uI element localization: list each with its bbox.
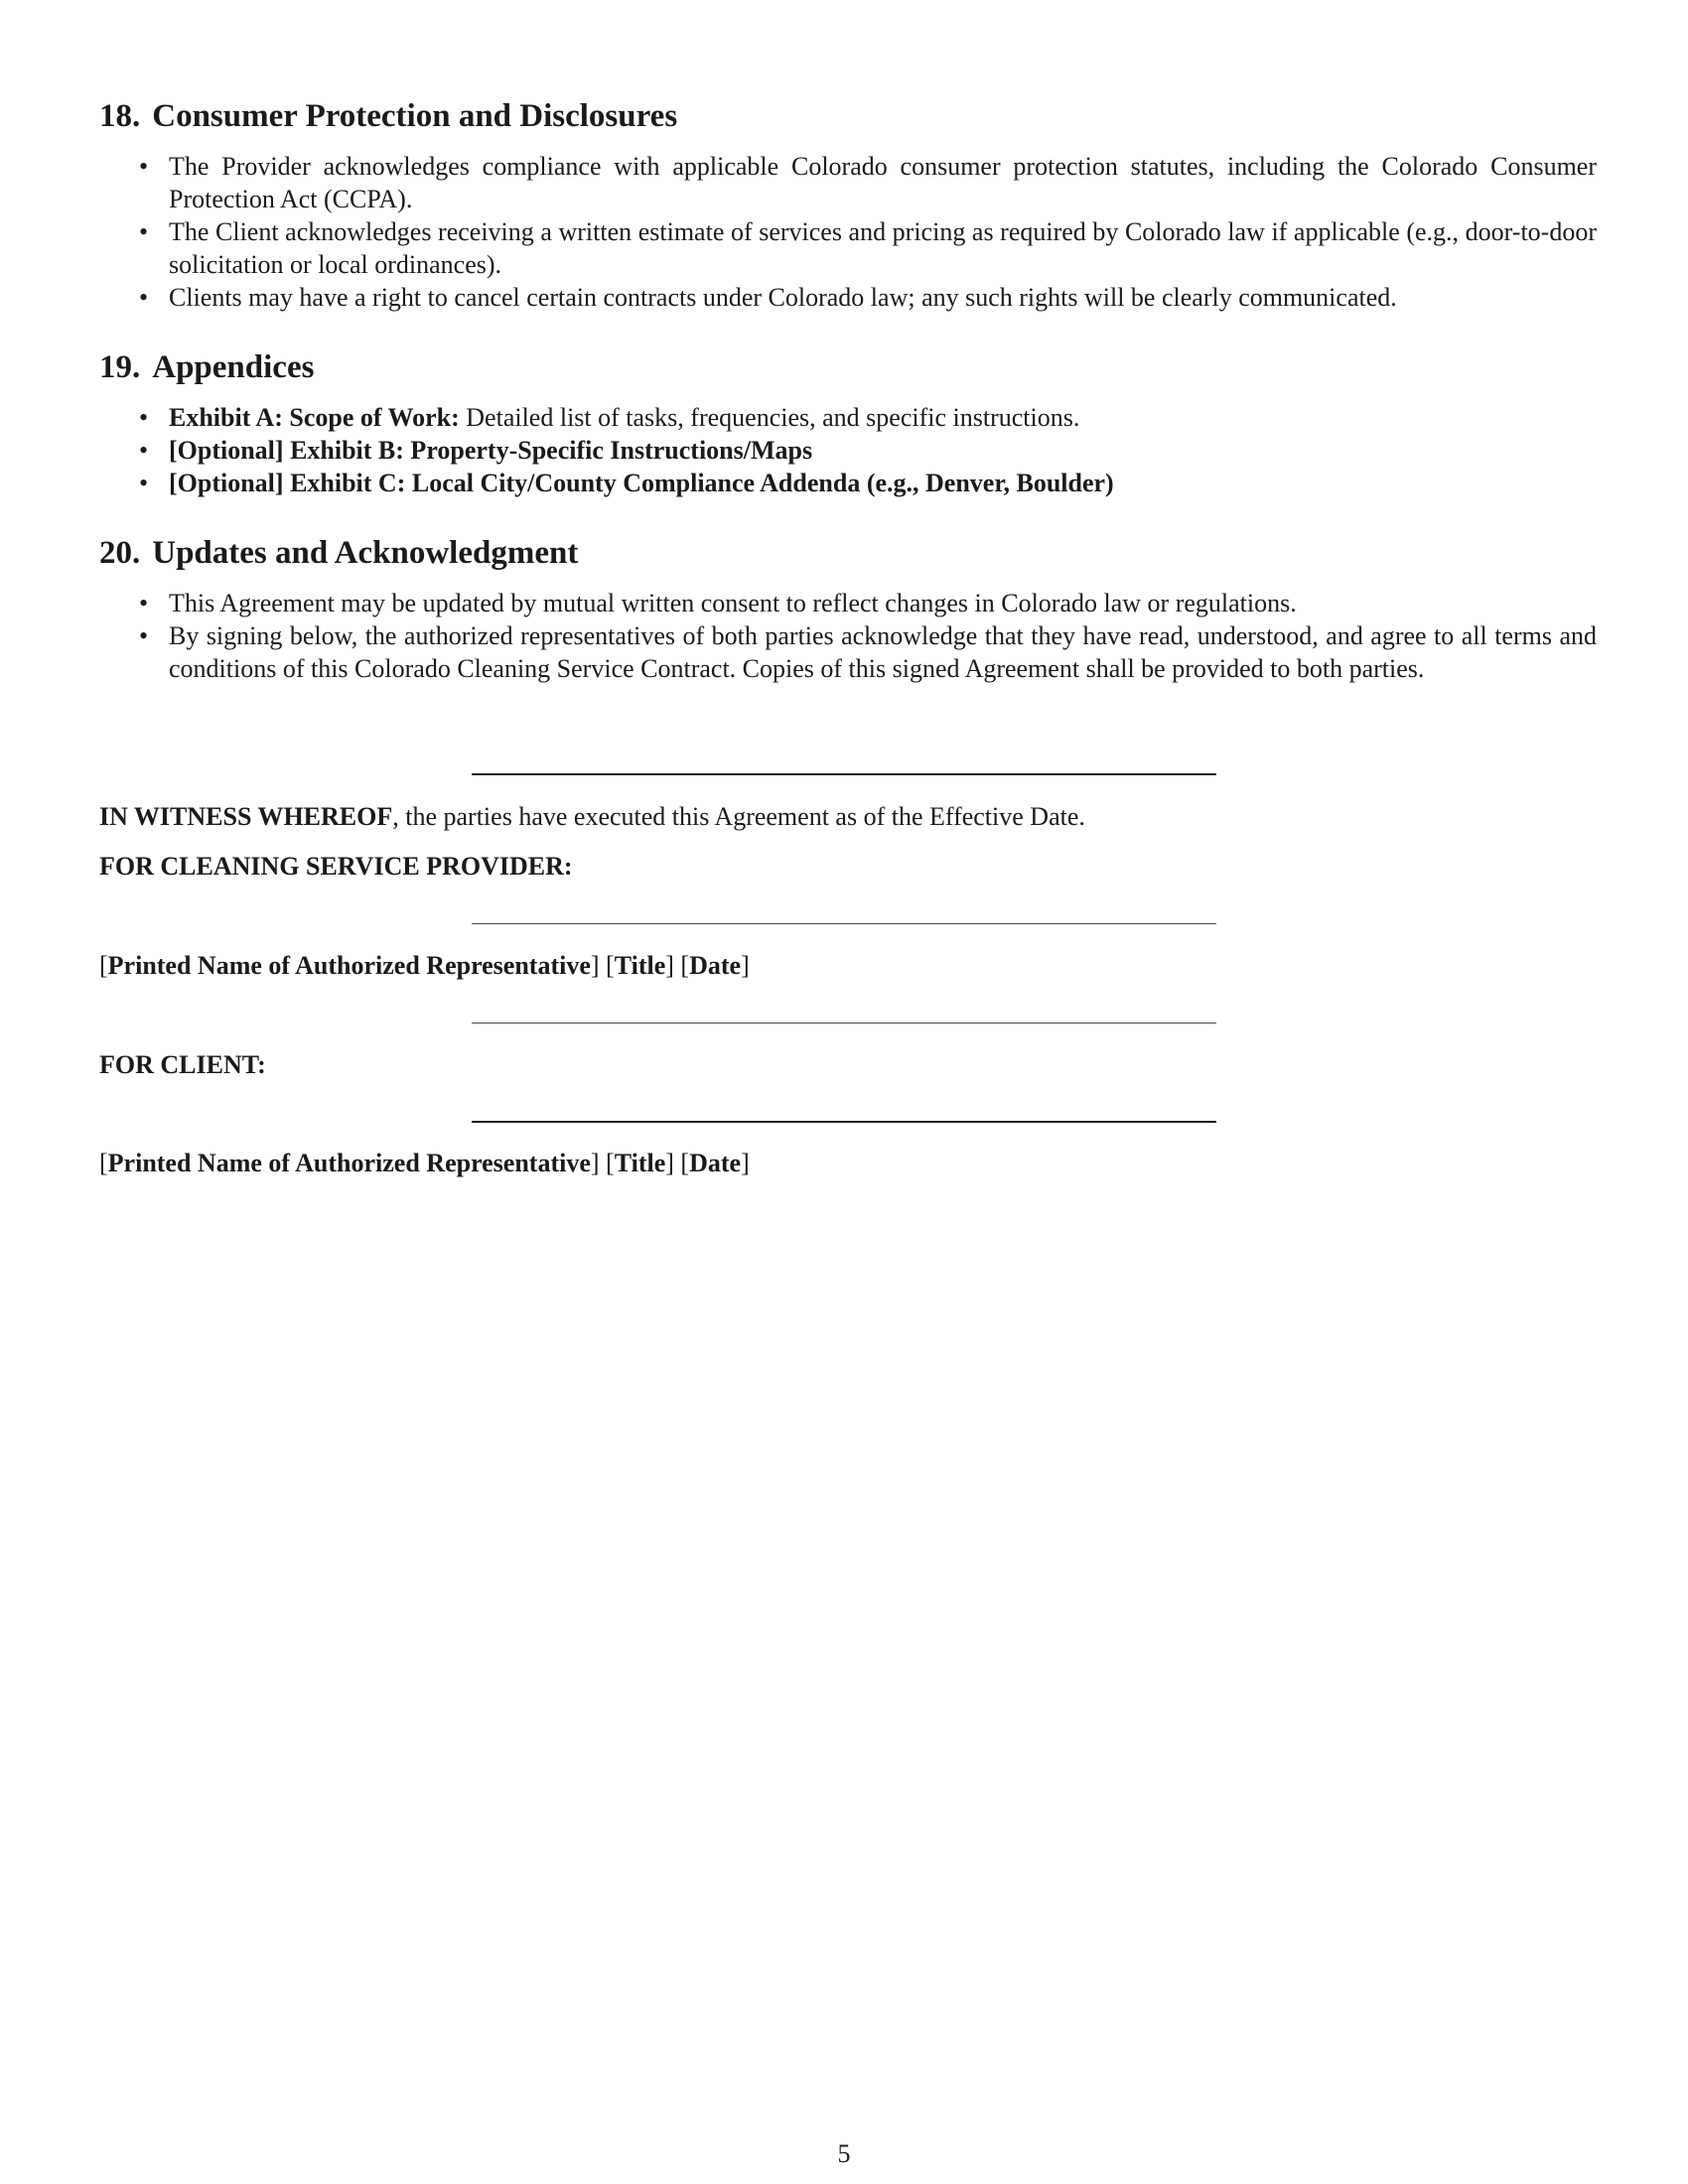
section-title: Updates and Acknowledgment — [152, 535, 579, 571]
provider-label: FOR CLEANING SERVICE PROVIDER: — [99, 852, 573, 881]
list-item-text: Clients may have a right to cancel certain contracts under Colorado law; any such rights will be clearly communicated. — [169, 283, 1397, 312]
client-signature-block: [Printed Name of Authorized Representative] [Title] [Date] — [99, 1149, 750, 1177]
list-item-text: This Agreement may be updated by mutual written consent to reflect changes in Colorado law or regulations. — [169, 589, 1297, 617]
section-number: 18. — [99, 98, 141, 134]
separator-rule — [472, 773, 1216, 775]
witness-text: , the parties have executed this Agreement as of the Effective Date. — [392, 802, 1085, 831]
separator-rule — [472, 1023, 1216, 1024]
list-item-bold: [Optional] Exhibit C: Local City/County Compliance Addenda (e.g., Denver, Boulder) — [169, 469, 1114, 497]
section-list — [99, 150, 1597, 314]
list-item-bold: Exhibit A: Scope of Work: — [169, 403, 460, 432]
section-heading — [99, 531, 1597, 575]
bullet-icon: • — [139, 436, 149, 465]
document-page — [99, 94, 1597, 685]
section-number: 19. — [99, 349, 141, 385]
section-18 — [99, 94, 1597, 314]
printed-name-label: Printed Name of Authorized Representative — [107, 1149, 591, 1177]
provider-signature-block: [Printed Name of Authorized Representative] [Title] [Date] — [99, 951, 750, 980]
title-label: Title — [614, 1149, 666, 1177]
bullet-icon: • — [139, 152, 149, 181]
list-item-text: The Provider acknowledges compliance with applicable Colorado consumer protection statutes, including the Colorado Consumer Protection Act (CCPA). — [169, 152, 1597, 213]
section-19 — [99, 345, 1597, 499]
witness-bold: IN WITNESS WHEREOF — [99, 802, 393, 831]
section-list — [99, 587, 1597, 685]
client-label: FOR CLIENT: — [99, 1050, 266, 1079]
bullet-icon: • — [139, 589, 149, 617]
list-item — [99, 619, 1597, 685]
date-label: Date — [689, 951, 742, 980]
printed-name-label: Printed Name of Authorized Representative — [107, 951, 591, 980]
bullet-icon: • — [139, 621, 149, 650]
bullet-icon: • — [139, 403, 149, 432]
section-heading — [99, 94, 1597, 138]
section-title: Appendices — [152, 349, 315, 385]
list-item — [99, 215, 1597, 281]
date-label: Date — [689, 1149, 742, 1177]
section-number: 20. — [99, 535, 141, 571]
bullet-icon: • — [139, 217, 149, 246]
list-item-text: Detailed list of tasks, frequencies, and specific instructions. — [459, 403, 1080, 432]
list-item — [99, 587, 1597, 619]
list-item — [99, 401, 1597, 434]
list-item-text: By signing below, the authorized representatives of both parties acknowledge that they have read, understood, and agree to all terms and conditions of this Colorado Cleaning Service Contract. Copies of this signed Agreement shall be provided to both parties. — [169, 621, 1597, 683]
bullet-icon: • — [139, 469, 149, 497]
witness-statement — [99, 800, 1085, 833]
provider-signature-line[interactable] — [472, 923, 1216, 924]
list-item-text: The Client acknowledges receiving a written estimate of services and pricing as required by Colorado law if applicable (e.g., door-to-door solicitation or local ordinances). — [169, 217, 1597, 279]
page-number: 5 — [837, 2139, 851, 2168]
list-item — [99, 467, 1597, 499]
bullet-icon: • — [139, 283, 149, 312]
section-list — [99, 401, 1597, 499]
list-item — [99, 434, 1597, 467]
list-item-bold: [Optional] Exhibit B: Property-Specific Instructions/Maps — [169, 436, 813, 465]
section-title: Consumer Protection and Disclosures — [152, 98, 678, 134]
section-20 — [99, 531, 1597, 685]
list-item — [99, 150, 1597, 215]
client-signature-line[interactable] — [472, 1121, 1216, 1123]
section-heading — [99, 345, 1597, 389]
title-label: Title — [614, 951, 666, 980]
list-item — [99, 281, 1597, 314]
